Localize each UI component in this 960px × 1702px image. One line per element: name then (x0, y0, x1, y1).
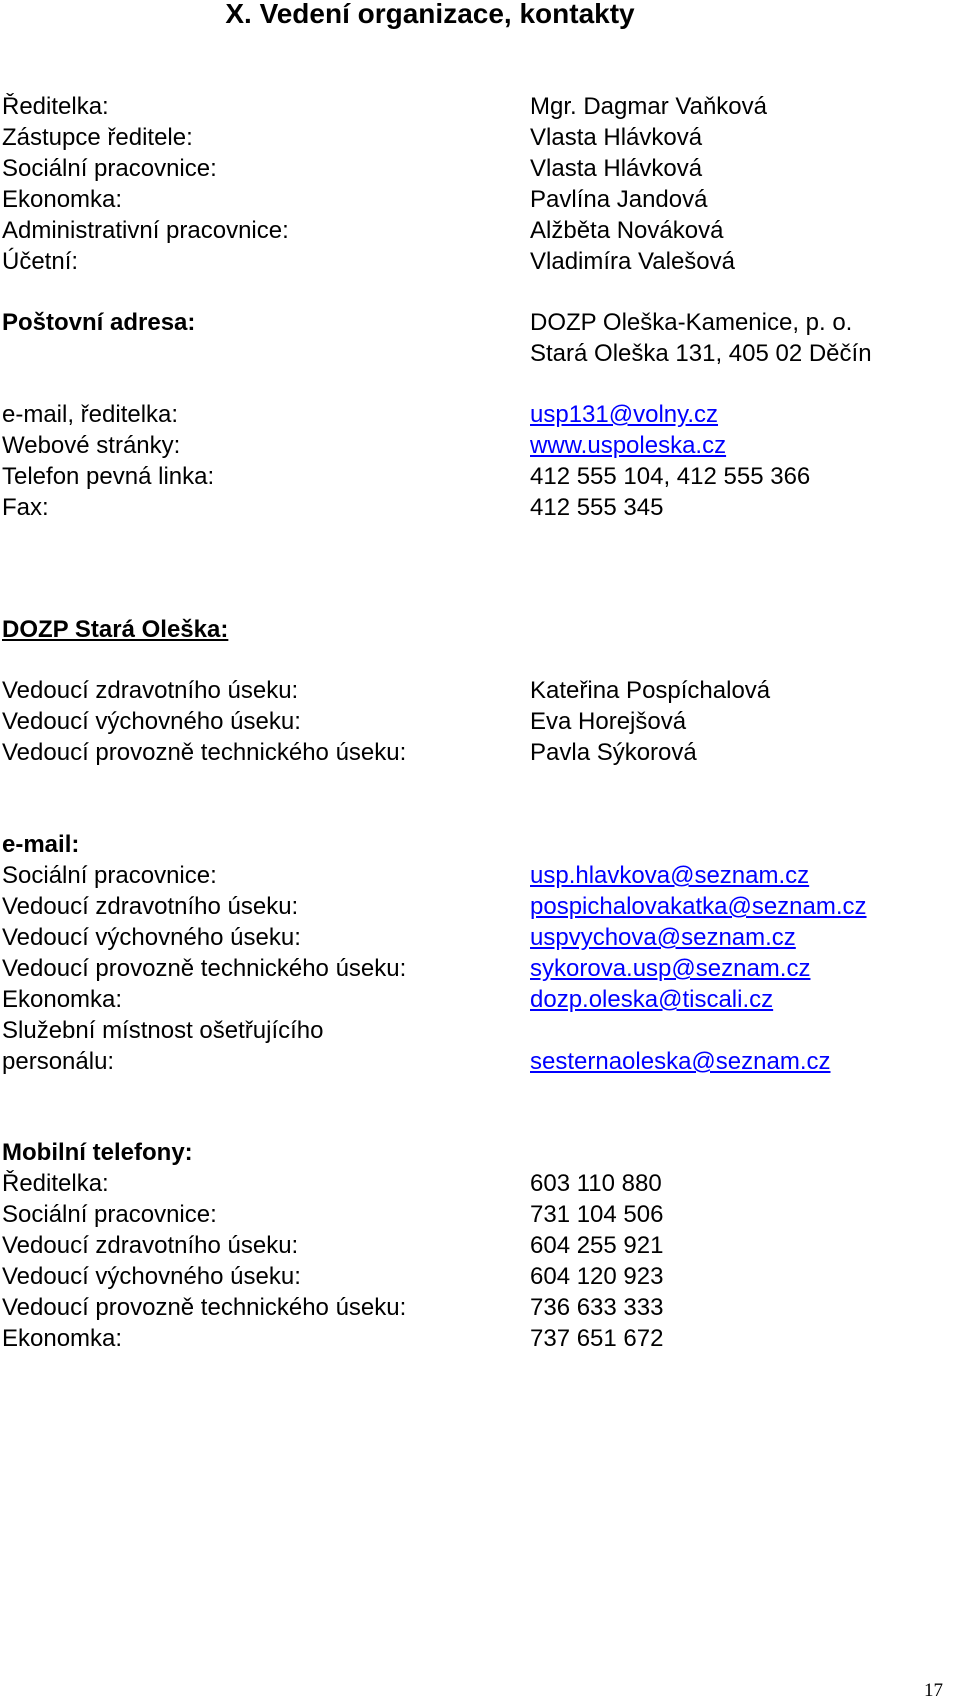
leadership-label: Sociální pracovnice: (2, 155, 217, 182)
mobile-row (2, 1230, 942, 1261)
stara-oleska-row (2, 675, 942, 706)
leadership-row (2, 122, 942, 153)
mobile-label: Ředitelka: (2, 1170, 109, 1197)
mobile-row (2, 1292, 942, 1323)
mobile-value: 737 651 672 (530, 1325, 664, 1352)
email-list-label: Sociální pracovnice: (2, 862, 217, 889)
email-list-link[interactable]: sykorova.usp@seznam.cz (530, 955, 811, 982)
section-heading: e-mail: (2, 831, 80, 858)
leadership-row (2, 246, 942, 277)
stara-oleska-value: Kateřina Pospíchalová (530, 677, 771, 704)
leadership-value: Vladimíra Valešová (530, 248, 735, 275)
section-heading: Mobilní telefony: (2, 1139, 193, 1166)
email-list-row (2, 953, 942, 984)
stara-oleska-value: Pavla Sýkorová (530, 739, 697, 766)
email-list-label: Vedoucí výchovného úseku: (2, 924, 301, 951)
fax-label: Fax: (2, 494, 49, 521)
leadership-row (2, 184, 942, 215)
leadership-value: Vlasta Hlávková (530, 155, 703, 182)
postal-address-row (2, 307, 942, 338)
fax-row (2, 492, 942, 523)
leadership-label: Administrativní pracovnice: (2, 217, 289, 244)
email-list-link[interactable]: dozp.oleska@tiscali.cz (530, 986, 774, 1013)
email-list-label: Vedoucí provozně technického úseku: (2, 955, 407, 982)
email-list-row (2, 1046, 942, 1077)
stara-oleska-row (2, 706, 942, 737)
email-list-row (2, 860, 942, 891)
mobile-row (2, 1168, 942, 1199)
leadership-value: Pavlína Jandová (530, 186, 708, 213)
leadership-row (2, 215, 942, 246)
email-list-row (2, 891, 942, 922)
section-heading: DOZP Stará Oleška: (2, 616, 229, 643)
web-row (2, 430, 942, 461)
email-list-label: Služební místnost ošetřujícího (2, 1017, 324, 1044)
mobile-value: 731 104 506 (530, 1201, 664, 1228)
mobile-label: Sociální pracovnice: (2, 1201, 217, 1228)
mobile-row (2, 1199, 942, 1230)
postal-address-row (2, 338, 942, 369)
mobile-label: Vedoucí výchovného úseku: (2, 1263, 301, 1290)
section-heading-stara-oleska (2, 614, 942, 645)
email-list-row (2, 1015, 942, 1046)
section-heading-mobiles (2, 1137, 942, 1168)
stara-oleska-label: Vedoucí zdravotního úseku: (2, 677, 299, 704)
leadership-row (2, 91, 942, 122)
web-link[interactable]: www.uspoleska.cz (530, 432, 727, 459)
leadership-value: Mgr. Dagmar Vaňková (530, 93, 767, 120)
email-list-link[interactable]: sesternaoleska@seznam.cz (530, 1048, 831, 1075)
web-label: Webové stránky: (2, 432, 181, 459)
email-label: e-mail, ředitelka: (2, 401, 179, 428)
postal-address-label: Poštovní adresa: (2, 309, 196, 336)
postal-address-line1: DOZP Oleška-Kamenice, p. o. (530, 309, 853, 336)
email-list-row (2, 922, 942, 953)
mobile-label: Vedoucí provozně technického úseku: (2, 1294, 407, 1321)
email-link[interactable]: usp131@volny.cz (530, 401, 719, 428)
email-row (2, 399, 942, 430)
email-list-row (2, 984, 942, 1015)
phone-label: Telefon pevná linka: (2, 463, 215, 490)
leadership-row (2, 153, 942, 184)
stara-oleska-label: Vedoucí provozně technického úseku: (2, 739, 407, 766)
phone-value: 412 555 104, 412 555 366 (530, 463, 811, 490)
email-list-link[interactable]: usp.hlavkova@seznam.cz (530, 862, 810, 889)
page-title: X. Vedení organizace, kontakty (225, 0, 635, 29)
mobile-label: Ekonomka: (2, 1325, 123, 1352)
mobile-row (2, 1261, 942, 1292)
section-heading-email (2, 829, 942, 860)
email-list-label: personálu: (2, 1048, 115, 1075)
fax-value: 412 555 345 (530, 494, 664, 521)
postal-address-line2: Stará Oleška 131, 405 02 Děčín (530, 340, 872, 367)
mobile-row (2, 1323, 942, 1354)
leadership-value: Vlasta Hlávková (530, 124, 703, 151)
mobile-value: 604 255 921 (530, 1232, 664, 1259)
email-list-label: Vedoucí zdravotního úseku: (2, 893, 299, 920)
leadership-label: Ekonomka: (2, 186, 123, 213)
email-list-link[interactable]: uspvychova@seznam.cz (530, 924, 796, 951)
stara-oleska-label: Vedoucí výchovného úseku: (2, 708, 301, 735)
email-list-label: Ekonomka: (2, 986, 123, 1013)
leadership-label: Ředitelka: (2, 93, 109, 120)
stara-oleska-value: Eva Horejšová (530, 708, 687, 735)
leadership-value: Alžběta Nováková (530, 217, 724, 244)
mobile-value: 604 120 923 (530, 1263, 664, 1290)
stara-oleska-row (2, 737, 942, 768)
mobile-value: 736 633 333 (530, 1294, 664, 1321)
mobile-value: 603 110 880 (530, 1170, 662, 1197)
page-number: 17 (924, 1680, 943, 1701)
phone-row (2, 461, 942, 492)
mobile-label: Vedoucí zdravotního úseku: (2, 1232, 299, 1259)
leadership-label: Účetní: (2, 248, 79, 275)
email-list-link[interactable]: pospichalovakatka@seznam.cz (530, 893, 867, 920)
leadership-label: Zástupce ředitele: (2, 124, 193, 151)
